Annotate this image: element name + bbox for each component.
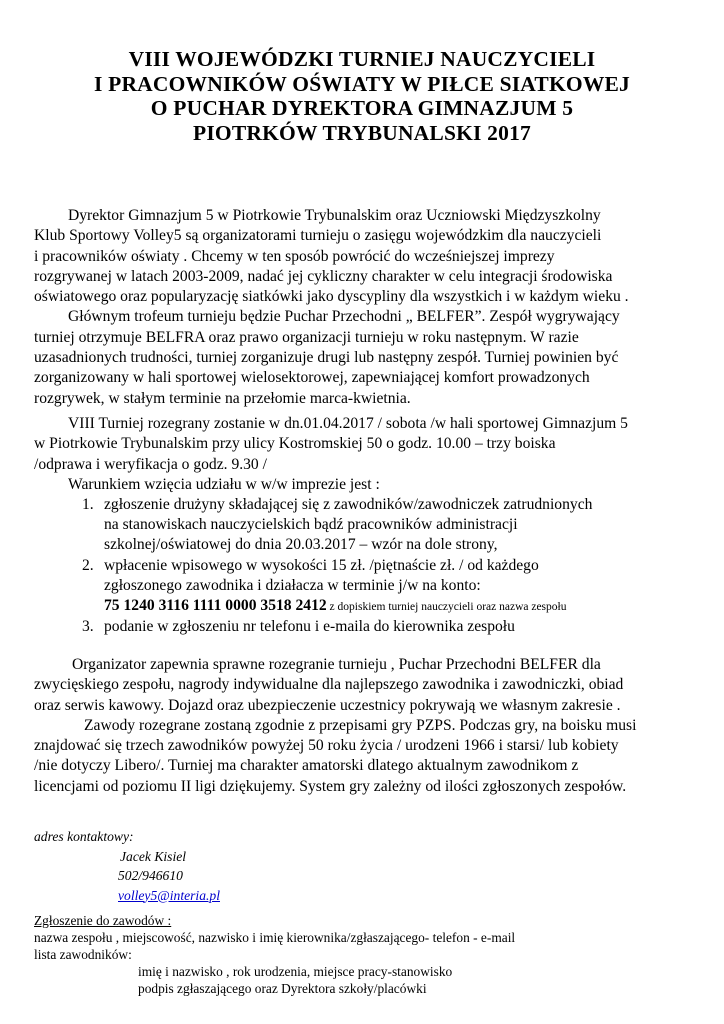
intro-line: Głównym trofeum turnieju będzie Puchar Przechodni „ BELFER”. Zespół wygrywający <box>68 308 620 326</box>
organizer-paragraph <box>34 655 694 797</box>
list-item-number: 1. <box>82 496 94 513</box>
organizer-line: Organizator zapewnia sprawne rozegranie turnieju , Puchar Przechodni BELFER dla <box>72 656 601 673</box>
intro-line: rozgrywek, w stałym terminie na przełomie marca-kwietnia. <box>34 389 411 407</box>
list-item-text: podanie w zgłoszeniu nr telefonu i e-maila do kierownika zespołu <box>104 618 515 635</box>
title-line-1: VIII WOJEWÓDZKI TURNIEJ NAUCZYCIELI <box>128 47 596 71</box>
contact-email-link[interactable]: volley5@interia.pl <box>118 887 220 903</box>
schedule-line: /odprawa i weryfikacja o godz. 9.30 / <box>34 455 267 473</box>
list-item-number: 2. <box>82 557 94 574</box>
organizer-line: znajdować się trzech zawodników powyżej 50 roku życia / urodzeni 1966 i starsi/ lub kobiety <box>34 737 619 755</box>
intro-line: zorganizowany w hali sportowej wielosektorowej, zapewniającej komfort prowadzonych <box>34 369 590 387</box>
contact-block <box>34 827 220 905</box>
organizer-line: licencjami od poziomu II ligi dziękujemy. System gry zależny od ilości zgłoszonych zespołów. <box>34 777 627 795</box>
intro-line: rozgrywanej w latach 2003-2009, nadać jej cykliczny charakter w celu integracji środowiska <box>34 267 613 285</box>
form-heading: Zgłoszenie do zawodów : <box>34 913 172 928</box>
form-line: imię i nazwisko , rok urodzenia, miejsce pracy-stanowisko <box>138 964 453 980</box>
intro-line: i pracowników oświaty . Chcemy w ten sposób powrócić do wcześniejszej imprezy <box>34 247 555 265</box>
bank-account-line <box>104 596 566 617</box>
conditions-list <box>34 495 694 640</box>
bank-account-number: 75 1240 3116 1111 0000 3518 2412 <box>104 597 327 614</box>
organizer-line: zwycięskiego zespołu, nagrody indywidualne dla najlepszego zawodnika i zawodniczki, obiad <box>34 676 624 694</box>
organizer-line: /nie dotyczy Libero/. Turniej ma charakter amatorski dlatego aktualnym zawodnikom z <box>34 757 579 775</box>
schedule-line: VIII Turniej rozegrany zostanie w dn.01.04.2017 / sobota /w hali sportowej Gimnazjum 5 <box>68 415 628 432</box>
organizer-line: oraz serwis kawowy. Dojazd oraz ubezpieczenie uczestnicy pokrywają we własnym zakresie . <box>34 696 621 714</box>
schedule-line: w Piotrkowie Trybunalskim przy ulicy Kostromskiej 50 o godz. 10.00 – trzy boiska <box>34 435 556 453</box>
contact-email-wrap <box>34 886 220 906</box>
form-line: podpis zgłaszającego oraz Dyrektora szkoły/placówki <box>138 981 427 997</box>
form-line: lista zawodników: <box>34 947 132 963</box>
intro-line: Klub Sportowy Volley5 są organizatorami turnieju o zasięgu wojewódzkim dla nauczycieli <box>34 227 602 245</box>
list-item-text: zgłoszenie drużyny składającej się z zawodników/zawodniczek zatrudnionych <box>104 496 593 513</box>
intro-paragraph <box>34 206 694 409</box>
list-item-number: 3. <box>82 618 94 635</box>
title-line-4: PIOTRKÓW TRYBUNALSKI 2017 <box>193 120 531 145</box>
intro-line: uzasadnionych trudności, turniej zorganizuje drugi lub następny zespół. Turniej powinien być <box>34 349 619 367</box>
organizer-line: Zawody rozegrane zostaną zgodnie z przepisami gry PZPS. Podczas gry, na boisku musi <box>84 716 637 734</box>
list-item-text: na stanowiskach nauczycielskich bądź pracowników administracji <box>104 516 518 533</box>
title-line-2: I PRACOWNIKÓW OŚWIATY W PIŁCE SIATKOWEJ <box>93 71 631 96</box>
intro-line: turniej otrzymuje BELFRA oraz prawo organizacji turnieju w roku następnym. W razie <box>34 328 579 346</box>
form-line: nazwa zespołu , miejscowość, nazwisko i imię kierownika/zgłaszającego- telefon - e-mail <box>34 930 516 946</box>
intro-line: Dyrektor Gimnazjum 5 w Piotrkowie Trybunalskim oraz Uczniowski Międzyszkolny <box>68 207 601 224</box>
list-item-text: wpłacenie wpisowego w wysokości 15 zł. /piętnaście zł. / od każdego <box>104 557 539 574</box>
title-line-3: O PUCHAR DYREKTORA GIMNAZJUM 5 <box>150 96 574 120</box>
contact-label: adres kontaktowy: <box>34 829 134 844</box>
list-item-text: szkolnej/oświatowej do dnia 20.03.2017 – wzór na dole strony, <box>104 536 498 553</box>
registration-form-info <box>34 912 515 997</box>
schedule-paragraph <box>34 414 694 495</box>
contact-phone: 502/946610 <box>118 868 183 883</box>
schedule-line: Warunkiem wzięcia udziału w w/w imprezie jest : <box>68 475 380 493</box>
contact-name: Jacek Kisiel <box>120 848 187 864</box>
bank-account-note: z dopiskiem turniej nauczycieli oraz nazwa zespołu <box>326 601 567 613</box>
intro-line: oświatowego oraz popularyzację siatkówki jako dyscypliny dla wszystkich i w każdym wieku . <box>34 288 629 306</box>
document-title <box>20 47 704 145</box>
list-item-text: zgłoszonego zawodnika i działacza w terminie j/w na konto: <box>104 577 481 594</box>
